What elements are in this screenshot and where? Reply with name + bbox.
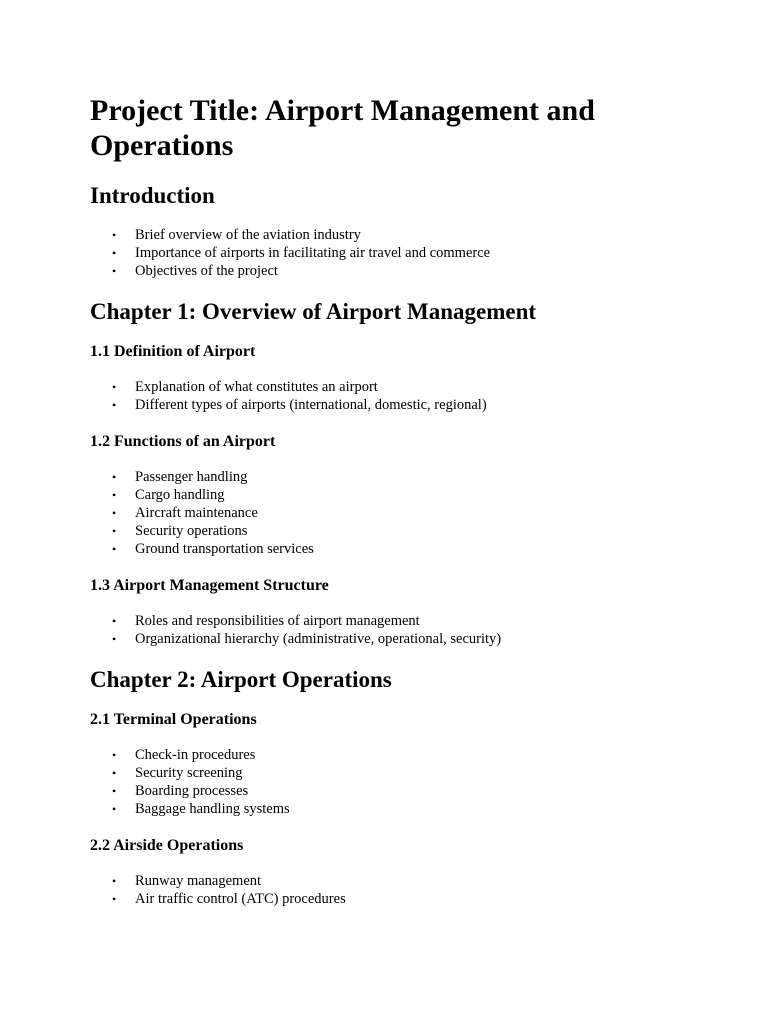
list-item <box>90 746 690 764</box>
list-item-text: Different types of airports (international, domestic, regional) <box>135 397 487 413</box>
bullet-icon: • <box>112 488 117 502</box>
bullet-list-1-3 <box>90 612 690 648</box>
subsection-heading-2-1: 2.1 Terminal Operations <box>90 711 257 728</box>
bullet-list-introduction <box>90 226 690 280</box>
bullet-icon: • <box>112 766 117 780</box>
list-item <box>90 800 690 818</box>
list-item <box>90 262 690 280</box>
list-item <box>90 244 690 262</box>
bullet-list-2-2 <box>90 872 690 908</box>
list-item <box>90 396 690 414</box>
list-item <box>90 890 690 908</box>
subsection-heading-1-3: 1.3 Airport Management Structure <box>90 577 329 594</box>
list-item <box>90 504 690 522</box>
list-item-text: Security screening <box>135 765 243 781</box>
subsection-heading-1-2: 1.2 Functions of an Airport <box>90 433 276 450</box>
list-item <box>90 378 690 396</box>
bullet-icon: • <box>112 614 117 628</box>
bullet-icon: • <box>112 398 117 412</box>
list-item-text: Objectives of the project <box>135 263 278 279</box>
bullet-icon: • <box>112 506 117 520</box>
list-item <box>90 468 690 486</box>
document-page <box>90 93 690 926</box>
list-item <box>90 872 690 890</box>
bullet-icon: • <box>112 470 117 484</box>
list-item-text: Ground transportation services <box>135 541 314 557</box>
subsection-heading-1-1: 1.1 Definition of Airport <box>90 343 256 360</box>
list-item-text: Air traffic control (ATC) procedures <box>135 891 346 907</box>
document-title: Project Title: Airport Management and Operations <box>90 94 595 162</box>
list-item <box>90 764 690 782</box>
bullet-icon: • <box>112 632 117 646</box>
bullet-icon: • <box>112 380 117 394</box>
section-heading-introduction: Introduction <box>90 183 215 208</box>
list-item-text: Boarding processes <box>135 783 249 799</box>
bullet-list-1-1 <box>90 378 690 414</box>
list-item-text: Explanation of what constitutes an airport <box>135 379 378 395</box>
list-item <box>90 612 690 630</box>
subsection-heading-2-2: 2.2 Airside Operations <box>90 837 244 854</box>
chapter-heading-2: Chapter 2: Airport Operations <box>90 667 392 692</box>
list-item-text: Check-in procedures <box>135 747 256 763</box>
list-item-text: Aircraft maintenance <box>135 505 258 521</box>
list-item-text: Cargo handling <box>135 487 225 503</box>
chapter-heading-1: Chapter 1: Overview of Airport Management <box>90 299 537 324</box>
list-item-text: Passenger handling <box>135 469 248 485</box>
list-item <box>90 630 690 648</box>
bullet-icon: • <box>112 784 117 798</box>
list-item <box>90 540 690 558</box>
bullet-icon: • <box>112 874 117 888</box>
list-item <box>90 226 690 244</box>
list-item-text: Runway management <box>135 873 262 889</box>
list-item-text: Security operations <box>135 523 248 539</box>
bullet-list-1-2 <box>90 468 690 558</box>
bullet-icon: • <box>112 892 117 906</box>
list-item-text: Brief overview of the aviation industry <box>135 227 361 243</box>
list-item <box>90 522 690 540</box>
list-item-text: Roles and responsibilities of airport management <box>135 613 420 629</box>
list-item-text: Importance of airports in facilitating air travel and commerce <box>135 245 491 261</box>
list-item <box>90 486 690 504</box>
bullet-icon: • <box>112 802 117 816</box>
list-item-text: Baggage handling systems <box>135 801 290 817</box>
bullet-icon: • <box>112 542 117 556</box>
bullet-icon: • <box>112 246 117 260</box>
bullet-list-2-1 <box>90 746 690 818</box>
bullet-icon: • <box>112 228 117 242</box>
list-item-text: Organizational hierarchy (administrative, operational, security) <box>135 631 502 647</box>
bullet-icon: • <box>112 264 117 278</box>
bullet-icon: • <box>112 524 117 538</box>
list-item <box>90 782 690 800</box>
bullet-icon: • <box>112 748 117 762</box>
